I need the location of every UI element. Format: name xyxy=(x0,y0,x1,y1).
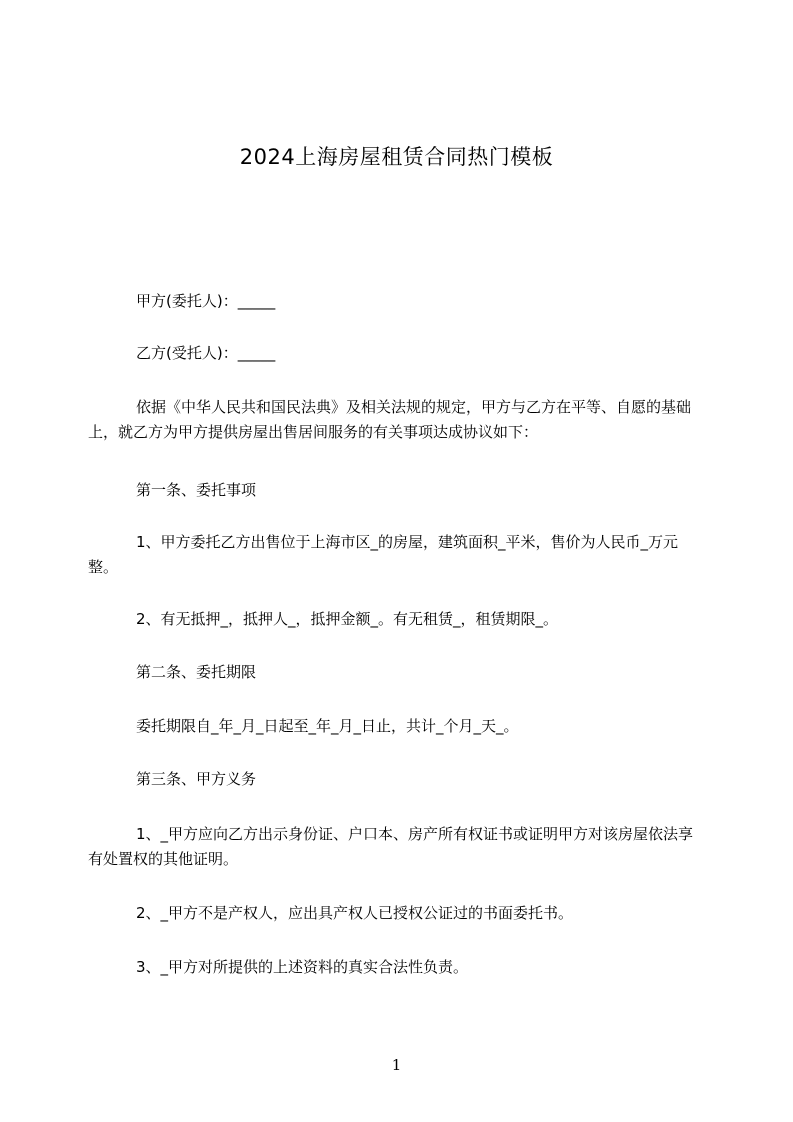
article-1-clause-1: 1、甲方委托乙方出售位于上海市区_的房屋，建筑面积_平米，售价为人民币_万元整。 xyxy=(88,533,679,576)
article-2-term: 委托期限自_年_月_日起至_年_月_日止，共计_个月_天_。 xyxy=(136,717,519,735)
page-number: 1 xyxy=(391,1056,402,1074)
party-b-line: 乙方(受托人)：_____ xyxy=(136,344,276,362)
party-a-line: 甲方(委托人)：_____ xyxy=(136,292,276,310)
article-3-clause-3: 3、_甲方对所提供的上述资料的真实合法性负责。 xyxy=(136,958,469,976)
article-1-clause-2: 2、有无抵押_，抵押人_，抵押金额_。有无租赁_，租赁期限_。 xyxy=(136,610,559,628)
article-3-clause-1: 1、_甲方应向乙方出示身份证、户口本、房产所有权证书或证明甲方对该房屋依法享有处置权的其他证明。 xyxy=(88,825,694,868)
document-title: 2024上海房屋租赁合同热门模板 xyxy=(239,145,554,169)
article-3-clause-2: 2、_甲方不是产权人，应出具产权人已授权公证过的书面委托书。 xyxy=(136,904,574,922)
preamble-paragraph: 依据《中华人民共和国民法典》及相关法规的规定，甲方与乙方在平等、自愿的基础上，就乙方为甲方提供房屋出售居间服务的有关事项达成协议如下： xyxy=(88,398,692,441)
article-1-heading: 第一条、委托事项 xyxy=(136,481,257,499)
article-2-heading: 第二条、委托期限 xyxy=(136,663,257,681)
article-3-heading: 第三条、甲方义务 xyxy=(136,770,257,788)
